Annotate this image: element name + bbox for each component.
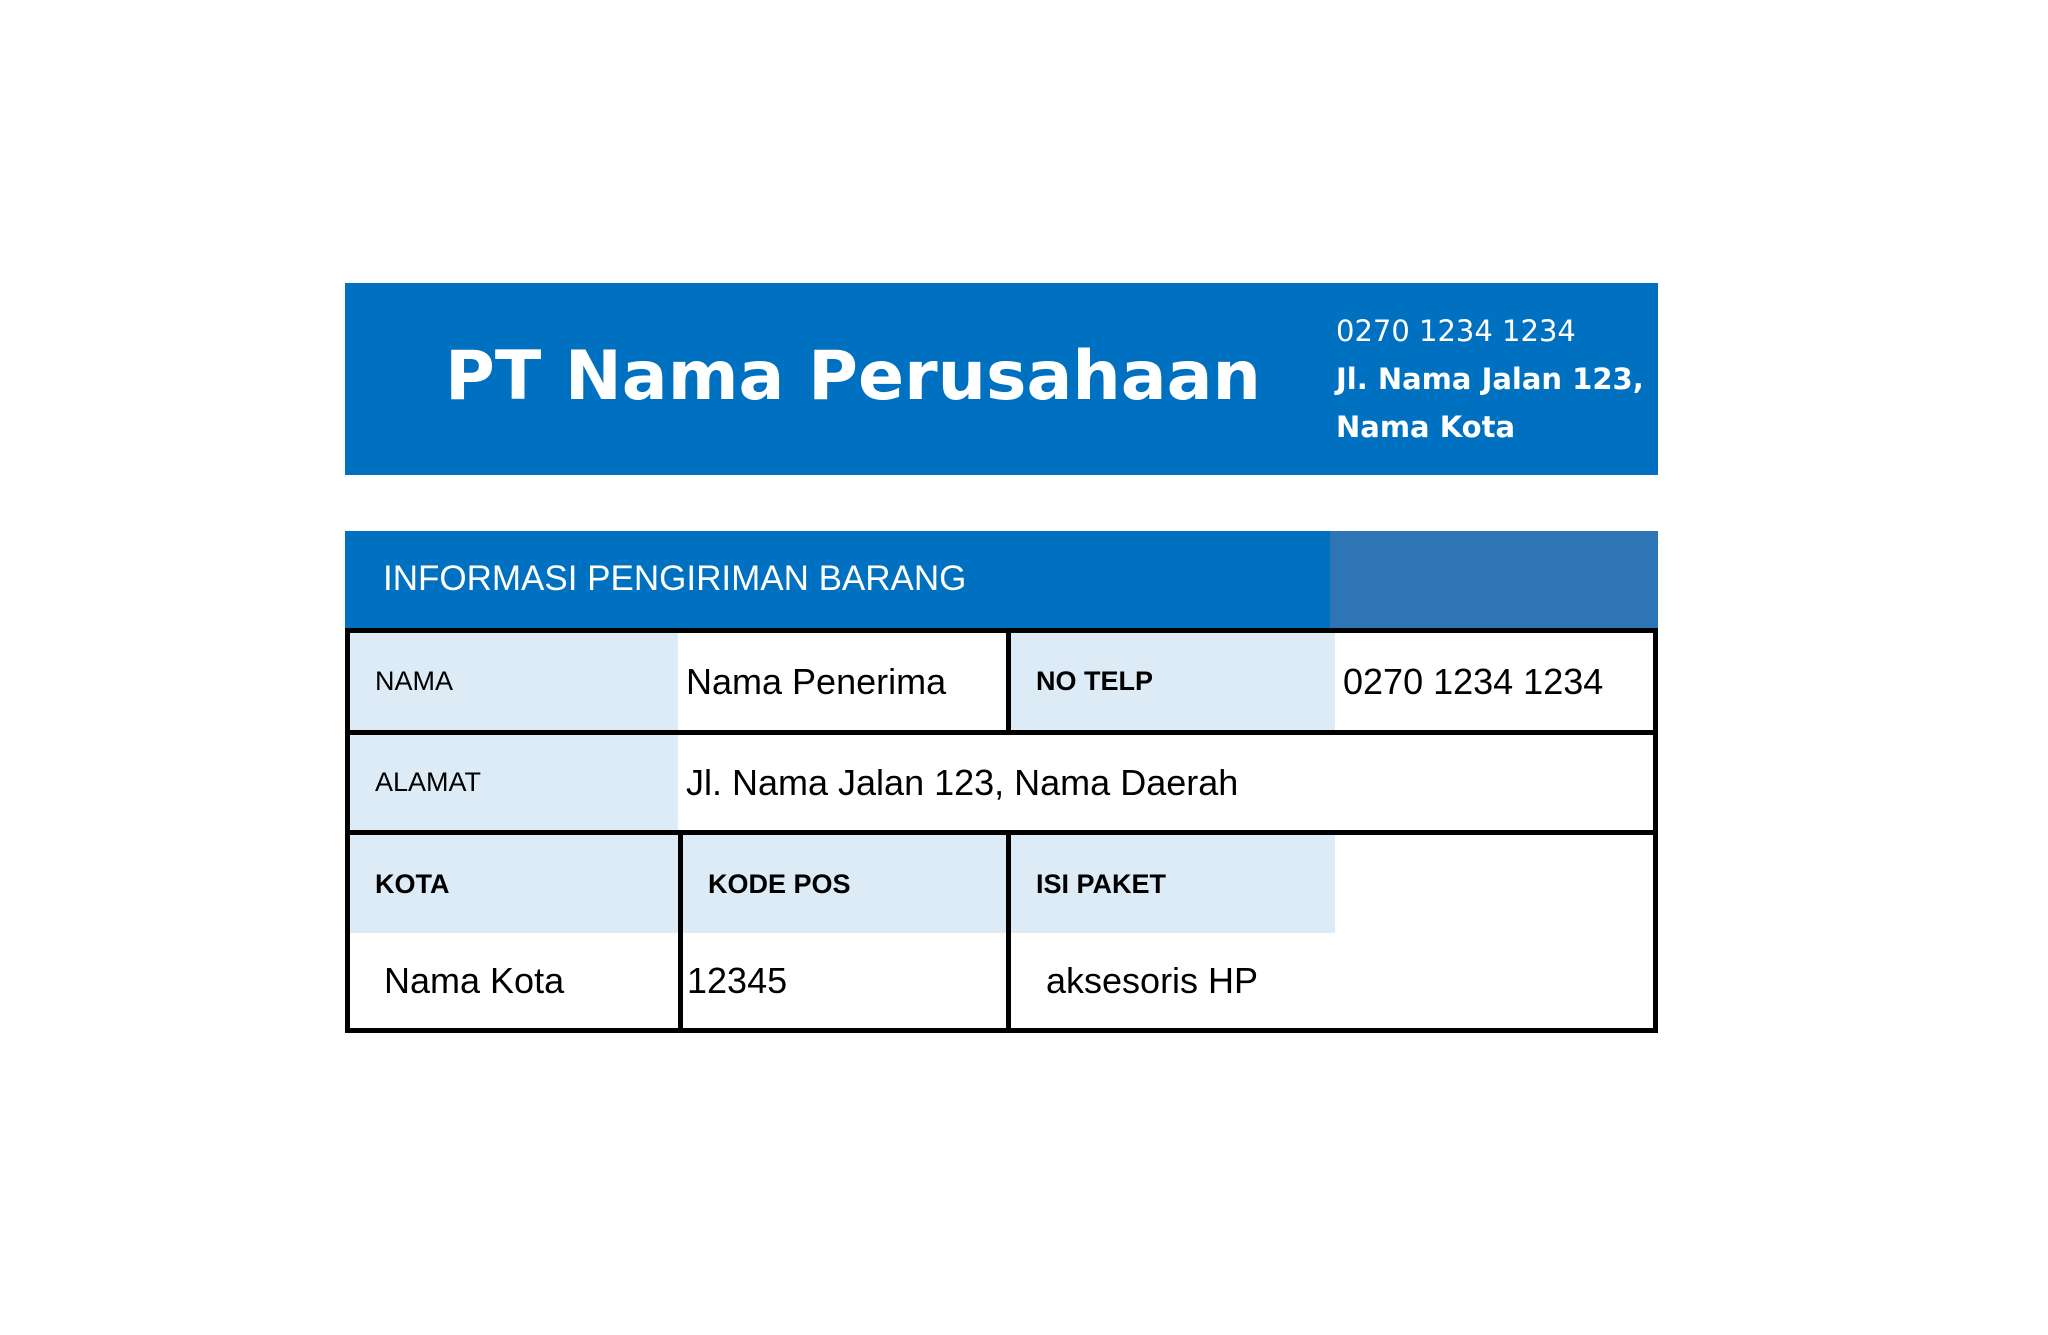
shipping-info-table bbox=[345, 628, 1658, 1033]
info-title: INFORMASI PENGIRIMAN BARANG bbox=[383, 559, 967, 598]
company-header bbox=[345, 283, 1658, 475]
isi-paket-value: aksesoris HP bbox=[1046, 959, 1259, 1001]
column-divider bbox=[1006, 633, 1011, 730]
info-title-accent bbox=[1330, 531, 1658, 628]
company-phone: 0270 1234 1234 bbox=[1336, 314, 1576, 348]
kota-value: Nama Kota bbox=[384, 959, 565, 1001]
kota-label: KOTA bbox=[350, 835, 678, 933]
kode-pos-value: 12345 bbox=[687, 959, 788, 1001]
info-title-band bbox=[345, 531, 1658, 628]
company-name: PT Nama Perusahaan bbox=[445, 337, 1261, 416]
alamat-value: Jl. Nama Jalan 123, Nama Daerah bbox=[686, 761, 1239, 803]
kode-pos-label: KODE POS bbox=[683, 835, 1006, 933]
nama-label: NAMA bbox=[350, 633, 678, 730]
column-divider bbox=[678, 830, 683, 1028]
no-telp-value: 0270 1234 1234 bbox=[1343, 660, 1604, 702]
isi-paket-label: ISI PAKET bbox=[1011, 835, 1335, 933]
company-address-line1: Jl. Nama Jalan 123, bbox=[1336, 362, 1644, 396]
row-divider bbox=[350, 830, 1653, 835]
column-divider bbox=[1006, 830, 1011, 1028]
company-contact bbox=[1336, 307, 1644, 451]
no-telp-label: NO TELP bbox=[1011, 633, 1335, 730]
nama-value: Nama Penerima bbox=[686, 660, 947, 702]
row-divider bbox=[350, 730, 1653, 735]
alamat-label: ALAMAT bbox=[350, 735, 678, 830]
company-address-line2: Nama Kota bbox=[1336, 410, 1516, 444]
